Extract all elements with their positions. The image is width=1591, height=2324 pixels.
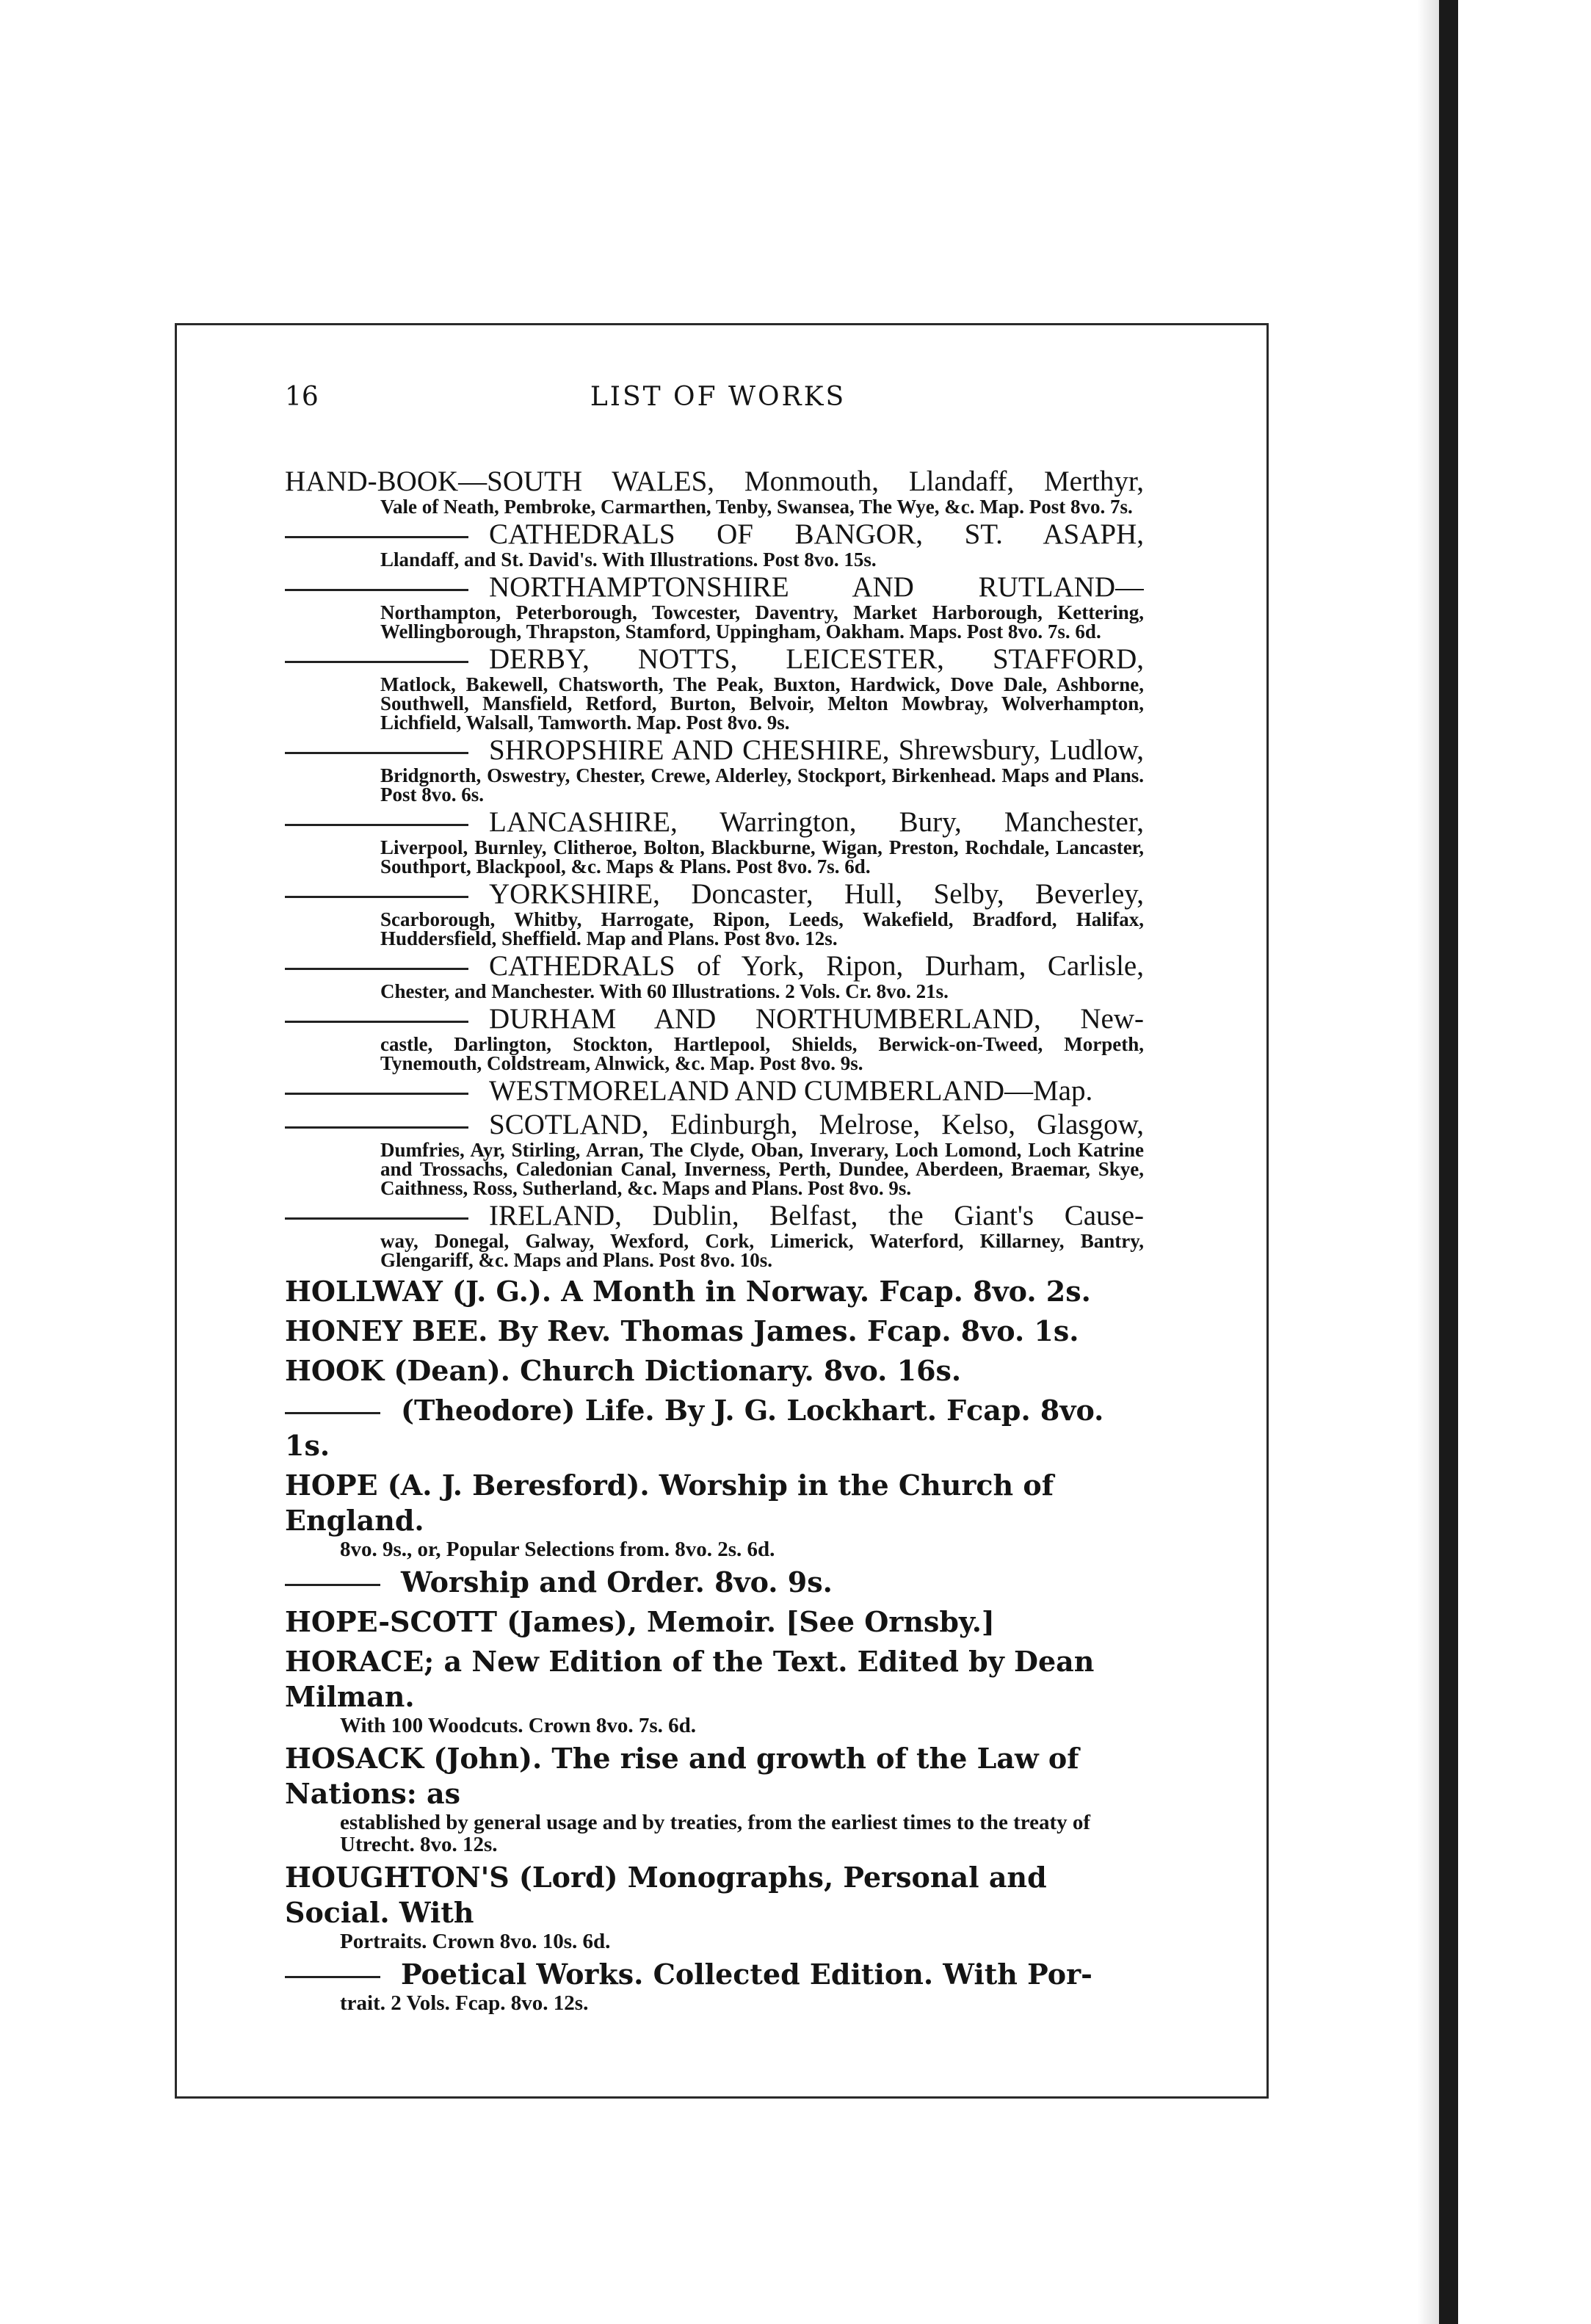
ditto-rule [285, 536, 468, 538]
ditto-rule [285, 1976, 380, 1978]
work-entry-detail: trait. 2 Vols. Fcap. 8vo. 12s. [340, 1991, 589, 2015]
handbook-detail: castle, Darlington, Stockton, Hartlepool, Shields, Berwick-on-Tweed, Morpeth, Tynemouth, Coldstream, Alnwick, &c. Map. Post 8vo. 9s. [380, 1033, 1144, 1074]
handbook-heading-text: DERBY, NOTTS, LEICESTER, STAFFORD, [489, 644, 1144, 675]
work-entry [285, 1314, 1144, 1349]
work-entry [285, 1644, 1144, 1737]
handbook-detail: Llandaff, and St. David's. With Illustrations. Post 8vo. 15s. [380, 549, 877, 571]
work-entry-title-text: HOSACK (John). The rise and growth of the Law of Nations: as [285, 1742, 1079, 1810]
handbook-entry [285, 807, 1144, 876]
work-entry [285, 1741, 1144, 1856]
handbook-detail: Northampton, Peterborough, Towcester, Daventry, Market Harborough, Kettering, Wellingborough, Thrapston, Stamford, Uppingham, Oakham. Maps. Post 8vo. 7s. 6d. [380, 601, 1144, 642]
handbook-entry [285, 1109, 1144, 1198]
work-entry [285, 1860, 1144, 1952]
handbook-heading-text: SHROPSHIRE AND CHESHIRE, Shrewsbury, Ludlow, [489, 735, 1144, 766]
work-entry-detail: With 100 Woodcuts. Crown 8vo. 7s. 6d. [340, 1714, 697, 1737]
work-entry [285, 1393, 1144, 1463]
handbook-detail: Chester, and Manchester. With 60 Illustrations. 2 Vols. Cr. 8vo. 21s. [380, 980, 949, 1002]
handbook-detail: Dumfries, Ayr, Stirling, Arran, The Clyde, Oban, Inverary, Loch Lomond, Loch Katrine and Trossachs, Caledonian Canal, Inverness, Perth, Dundee, Aberdeen, Braemar, Skye, Caithness, Ross, Sutherland, &c. Maps and Plans. Post 8vo. 9s. [380, 1139, 1144, 1199]
ditto-rule [285, 1217, 468, 1220]
handbook-entry [285, 879, 1144, 948]
ditto-rule [285, 1584, 380, 1586]
work-entry-title [285, 1565, 1144, 1600]
ditto-rule [285, 661, 468, 663]
author-entries [285, 1274, 1144, 2014]
handbook-heading [285, 879, 1144, 910]
work-entry-detail: 8vo. 9s., or, Popular Selections from. 8vo. 2s. 6d. [340, 1538, 775, 1561]
work-entry-detail: Portraits. Crown 8vo. 10s. 6d. [340, 1930, 611, 1953]
handbook-entry [285, 572, 1144, 641]
handbook-entry [285, 644, 1144, 732]
running-title: LIST OF WORKS [590, 382, 847, 412]
ditto-rule [285, 1093, 468, 1095]
handbook-detail: way, Donegal, Galway, Wexford, Cork, Limerick, Waterford, Killarney, Bantry, Glengariff, &c. Maps and Plans. Post 8vo. 10s. [380, 1230, 1144, 1271]
work-entry [285, 1565, 1144, 1600]
handbook-heading [285, 735, 1144, 766]
handbook-heading [285, 519, 1144, 550]
work-entry-title-text: HORACE; a New Edition of the Text. Edited by Dean Milman. [285, 1645, 1095, 1713]
work-entry-title [285, 1468, 1144, 1538]
work-entry-title-text: HOPE-SCOTT (James), Memoir. [See Ornsby.] [285, 1605, 995, 1638]
handbook-heading [285, 572, 1144, 603]
work-entry-title-text: Worship and Order. 8vo. 9s. [401, 1565, 833, 1599]
work-entry-title [285, 1314, 1144, 1349]
handbook-detail: Vale of Neath, Pembroke, Carmarthen, Tenby, Swansea, The Wye, &c. Map. Post 8vo. 7s. [380, 496, 1133, 518]
handbook-heading-text: CATHEDRALS of York, Ripon, Durham, Carlisle, [489, 951, 1144, 982]
handbook-heading [285, 807, 1144, 838]
ditto-rule [285, 589, 468, 591]
handbook-heading [285, 1076, 1144, 1107]
work-entry-title-text: HOUGHTON'S (Lord) Monographs, Personal and Social. With [285, 1861, 1047, 1929]
page-binding-edge [1439, 0, 1458, 2324]
work-entry [285, 1274, 1144, 1309]
work-entry-title-text: HONEY BEE. By Rev. Thomas James. Fcap. 8vo. 1s. [285, 1314, 1079, 1347]
handbook-heading [285, 1004, 1144, 1035]
work-entry-title-text: Poetical Works. Collected Edition. With Por- [401, 1958, 1092, 1991]
handbook-heading-text: SCOTLAND, Edinburgh, Melrose, Kelso, Glasgow, [489, 1109, 1144, 1140]
work-entry-title [285, 1604, 1144, 1640]
work-entry-title [285, 1644, 1144, 1715]
handbook-heading-text: YORKSHIRE, Doncaster, Hull, Selby, Beverley, [489, 879, 1144, 910]
handbook-detail: Matlock, Bakewell, Chatsworth, The Peak, Buxton, Hardwick, Dove Dale, Ashborne, Southwell, Mansfield, Retford, Burton, Belvoir, Melton Mowbray, Wolverhampton, Lichfield, Walsall, Tamworth. Map. Post 8vo. 9s. [380, 673, 1144, 734]
handbook-heading-text: LANCASHIRE, Warrington, Bury, Manchester, [489, 807, 1144, 838]
work-entry-title [285, 1741, 1144, 1811]
work-entry-title [285, 1353, 1144, 1389]
handbook-entries [285, 466, 1144, 1270]
work-entry-title-text: (Theodore) Life. By J. G. Lockhart. Fcap. 8vo. 1s. [285, 1394, 1104, 1462]
handbook-heading-text: NORTHAMPTONSHIRE AND RUTLAND— [489, 572, 1144, 603]
handbook-detail: Scarborough, Whitby, Harrogate, Ripon, Leeds, Wakefield, Bradford, Halifax, Huddersfield, Sheffield. Map and Plans. Post 8vo. 12s. [380, 908, 1144, 949]
handbook-entry [285, 1076, 1144, 1107]
handbook-heading-text: WESTMORELAND AND CUMBERLAND—Map. [489, 1076, 1093, 1107]
list-of-works [285, 466, 1144, 2017]
handbook-heading-text: IRELAND, Dublin, Belfast, the Giant's Cause- [489, 1201, 1144, 1231]
page-number: 16 [285, 382, 319, 412]
work-entry-title [285, 1957, 1144, 1992]
handbook-heading [285, 466, 1144, 497]
handbook-heading-text: HAND-BOOK—SOUTH WALES, Monmouth, Llandaff, Merthyr, [285, 466, 1144, 497]
handbook-entry [285, 519, 1144, 569]
ditto-rule [285, 1412, 380, 1414]
handbook-detail: Liverpool, Burnley, Clitheroe, Bolton, Blackburne, Wigan, Preston, Rochdale, Lancaster, Southport, Blackpool, &c. Maps & Plans. Post 8vo. 7s. 6d. [380, 836, 1144, 877]
handbook-heading [285, 951, 1144, 982]
handbook-detail: Bridgnorth, Oswestry, Chester, Crewe, Alderley, Stockport, Birkenhead. Maps and Plans. Post 8vo. 6s. [380, 764, 1144, 806]
page-header [285, 382, 1151, 426]
handbook-entry [285, 1201, 1144, 1270]
handbook-heading [285, 1201, 1144, 1231]
work-entry [285, 1468, 1144, 1560]
handbook-heading-text: CATHEDRALS OF BANGOR, ST. ASAPH, [489, 519, 1144, 550]
ditto-rule [285, 1021, 468, 1023]
ditto-rule [285, 896, 468, 898]
handbook-entry [285, 466, 1144, 516]
work-entry [285, 1353, 1144, 1389]
work-entry-title [285, 1274, 1144, 1309]
work-entry-title [285, 1393, 1144, 1463]
work-entry [285, 1604, 1144, 1640]
work-entry-title [285, 1860, 1144, 1930]
work-entry-title-text: HOOK (Dean). Church Dictionary. 8vo. 16s. [285, 1354, 962, 1387]
ditto-rule [285, 1126, 468, 1129]
work-entry-detail: established by general usage and by treaties, from the earliest times to the treaty of Utrecht. 8vo. 12s. [340, 1811, 1091, 1856]
handbook-heading [285, 1109, 1144, 1140]
page-binding-shadow [1417, 0, 1439, 2324]
work-entry [285, 1957, 1144, 2014]
handbook-heading-text: DURHAM AND NORTHUMBERLAND, New- [489, 1004, 1144, 1035]
handbook-entry [285, 951, 1144, 1001]
work-entry-title-text: HOLLWAY (J. G.). A Month in Norway. Fcap. 8vo. 2s. [285, 1275, 1091, 1308]
ditto-rule [285, 824, 468, 826]
ditto-rule [285, 752, 468, 754]
ditto-rule [285, 968, 468, 970]
handbook-heading [285, 644, 1144, 675]
work-entry-title-text: HOPE (A. J. Beresford). Worship in the Church of England. [285, 1469, 1054, 1537]
handbook-entry [285, 1004, 1144, 1073]
handbook-entry [285, 735, 1144, 804]
